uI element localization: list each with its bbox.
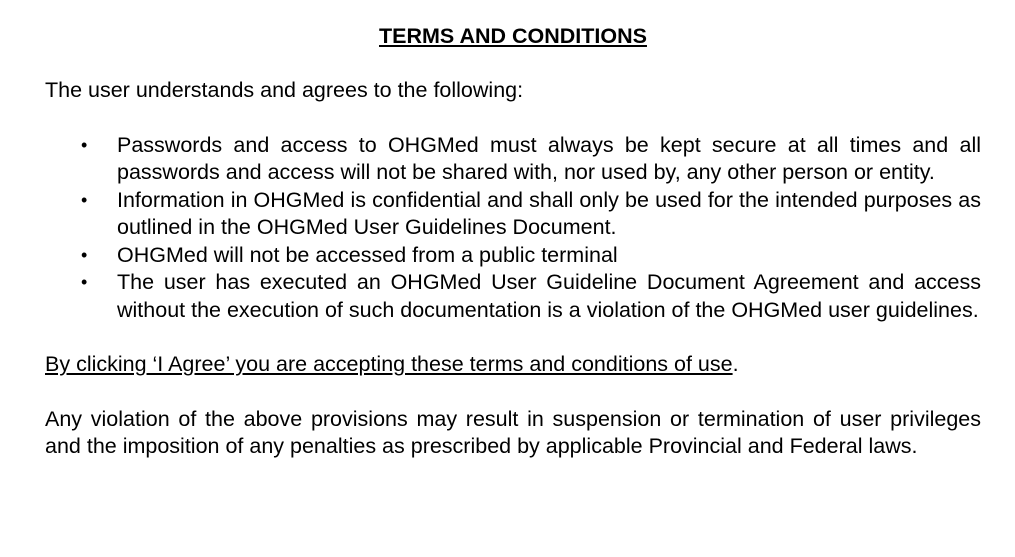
list-item <box>45 269 981 324</box>
list-item <box>45 132 981 187</box>
violation-warning: Any violation of the above provisions may result in suspension or termination of user privileges and the imposition of any penalties as prescribed by applicable Provincial and Federal laws. <box>45 406 981 458</box>
agreement-period: . <box>732 352 739 376</box>
term-text: Information in OHGMed is confidential and shall only be used for the intended purposes as outlined in the OHGMed User Guidelines Document. <box>117 187 981 239</box>
bullet-icon: • <box>81 189 88 210</box>
document-title: TERMS AND CONDITIONS <box>379 24 647 48</box>
bullet-icon: • <box>81 272 88 292</box>
intro-text: The user understands and agrees to the following: <box>45 78 524 102</box>
agreement-statement <box>45 351 981 379</box>
list-item <box>45 242 981 270</box>
term-text: Passwords and access to OHGMed must always be kept secure at all times and all passwords and access will not be shared with, nor used by, any other person or entity. <box>117 132 981 184</box>
list-item <box>45 187 981 242</box>
term-text: The user has executed an OHGMed User Guideline Document Agreement and access without the execution of such documentation is a violation of the OHGMed user guidelines. <box>117 270 981 322</box>
term-text: OHGMed will not be accessed from a public terminal <box>117 242 618 267</box>
bullet-icon: • <box>81 134 88 155</box>
terms-list <box>45 132 981 325</box>
agreement-text: By clicking ‘I Agree’ you are accepting these terms and conditions of use <box>45 352 733 376</box>
bullet-icon: • <box>81 244 88 265</box>
terms-document <box>45 22 981 461</box>
